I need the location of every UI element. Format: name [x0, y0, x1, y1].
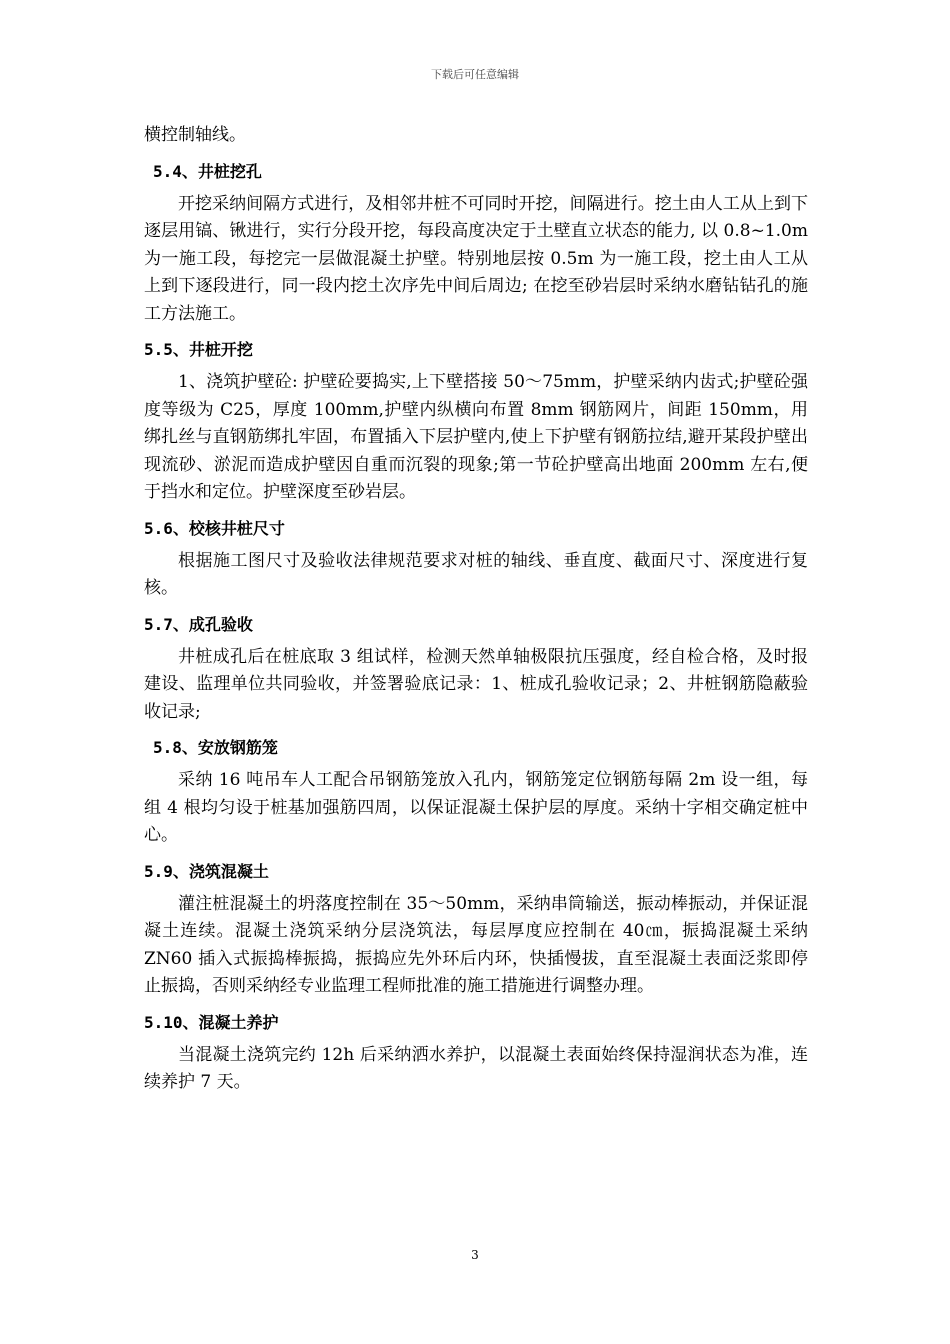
- section-heading: 5.6、校核井桩尺寸: [144, 518, 285, 538]
- page-number: 3: [471, 1248, 479, 1262]
- intro-text: 横控制轴线。: [144, 125, 246, 145]
- section-paragraph: 井桩成孔后在桩底取 3 组试样，检测天然单轴极限抗压强度，经自检合格，及时报建设、监理单位共同验收，并签署验底记录：1、桩成孔验收记录；2、井桩钢筋隐蔽验收记录;: [144, 646, 808, 722]
- section-paragraph: 采纳 16 吨吊车人工配合吊钢筋笼放入孔内，钢筋笼定位钢筋每隔 2m 设一组，每组 4 根均匀设于桩基加强筋四周，以保证混凝土保护层的厚度。采纳十字相交确定桩中心。: [144, 770, 808, 845]
- section-paragraph: 1、浇筑护壁砼: 护壁砼要捣实,上下壁搭接 50～75mm，护壁采纳内齿式;护壁砼强度等级为 C25，厚度 100mm,护壁内纵横向布置 8mm 钢筋网片，间距 150mm，用绑扎丝与直钢筋绑扎牢固，布置插入下层护壁内,使上下护壁有钢筋拉结,避开某段护壁出现流砂、淤泥而造成护壁因自重而沉裂的现象;第一节砼护壁高出地面 200mm 左右,便于挡水和定位。护壁深度至砂岩层。: [144, 372, 808, 502]
- section-heading: 5.7、成孔验收: [144, 614, 253, 634]
- section-paragraph: 当混凝土浇筑完约 12h 后采纳洒水养护，以混凝土表面始终保持湿润状态为准，连续养护 7 天。: [144, 1044, 808, 1092]
- section-paragraph: 根据施工图尺寸及验收法律规范要求对桩的轴线、垂直度、截面尺寸、深度进行复核。: [144, 550, 808, 598]
- section-heading: 5.9、浇筑混凝土: [144, 861, 269, 881]
- section-heading: 5.5、井桩开挖: [144, 340, 253, 359]
- section-paragraph: 灌注桩混凝土的坍落度控制在 35～50mm，采纳串筒输送，振动棒振动，并保证混凝土连续。混凝土浇筑采纳分层浇筑法，每层厚度应控制在 40㎝，振捣混凝土采纳 ZN60 插入式振捣棒振捣，振捣应先外环后内环，快插慢拔，直至混凝土表面泛浆即停止振捣，否则采纳经专业监理工程师批准的施工措施进行调整办理。: [144, 893, 808, 996]
- document-body: [144, 122, 808, 1103]
- section-heading: 5.4、井桩挖孔: [153, 161, 262, 181]
- page-header: 下载后可任意编辑: [431, 68, 519, 81]
- section-heading: 5.10、混凝土养护: [144, 1012, 279, 1032]
- section-paragraph: 开挖采纳间隔方式进行，及相邻井桩不可同时开挖，间隔进行。挖土由人工从上到下逐层用镐、锹进行，实行分段开挖，每段高度决定于土壁直立状态的能力, 以 0.8~1.0m 为一施工段，每挖完一层做混凝土护壁。特别地层按 0.5m 为一施工段，挖土由人工从上到下逐段进行，同一段内挖土次序先中间后周边; 在挖至砂岩层时采纳水磨钻钻孔的施工方法施工。: [144, 193, 808, 324]
- section-heading: 5.8、安放钢筋笼: [153, 738, 278, 757]
